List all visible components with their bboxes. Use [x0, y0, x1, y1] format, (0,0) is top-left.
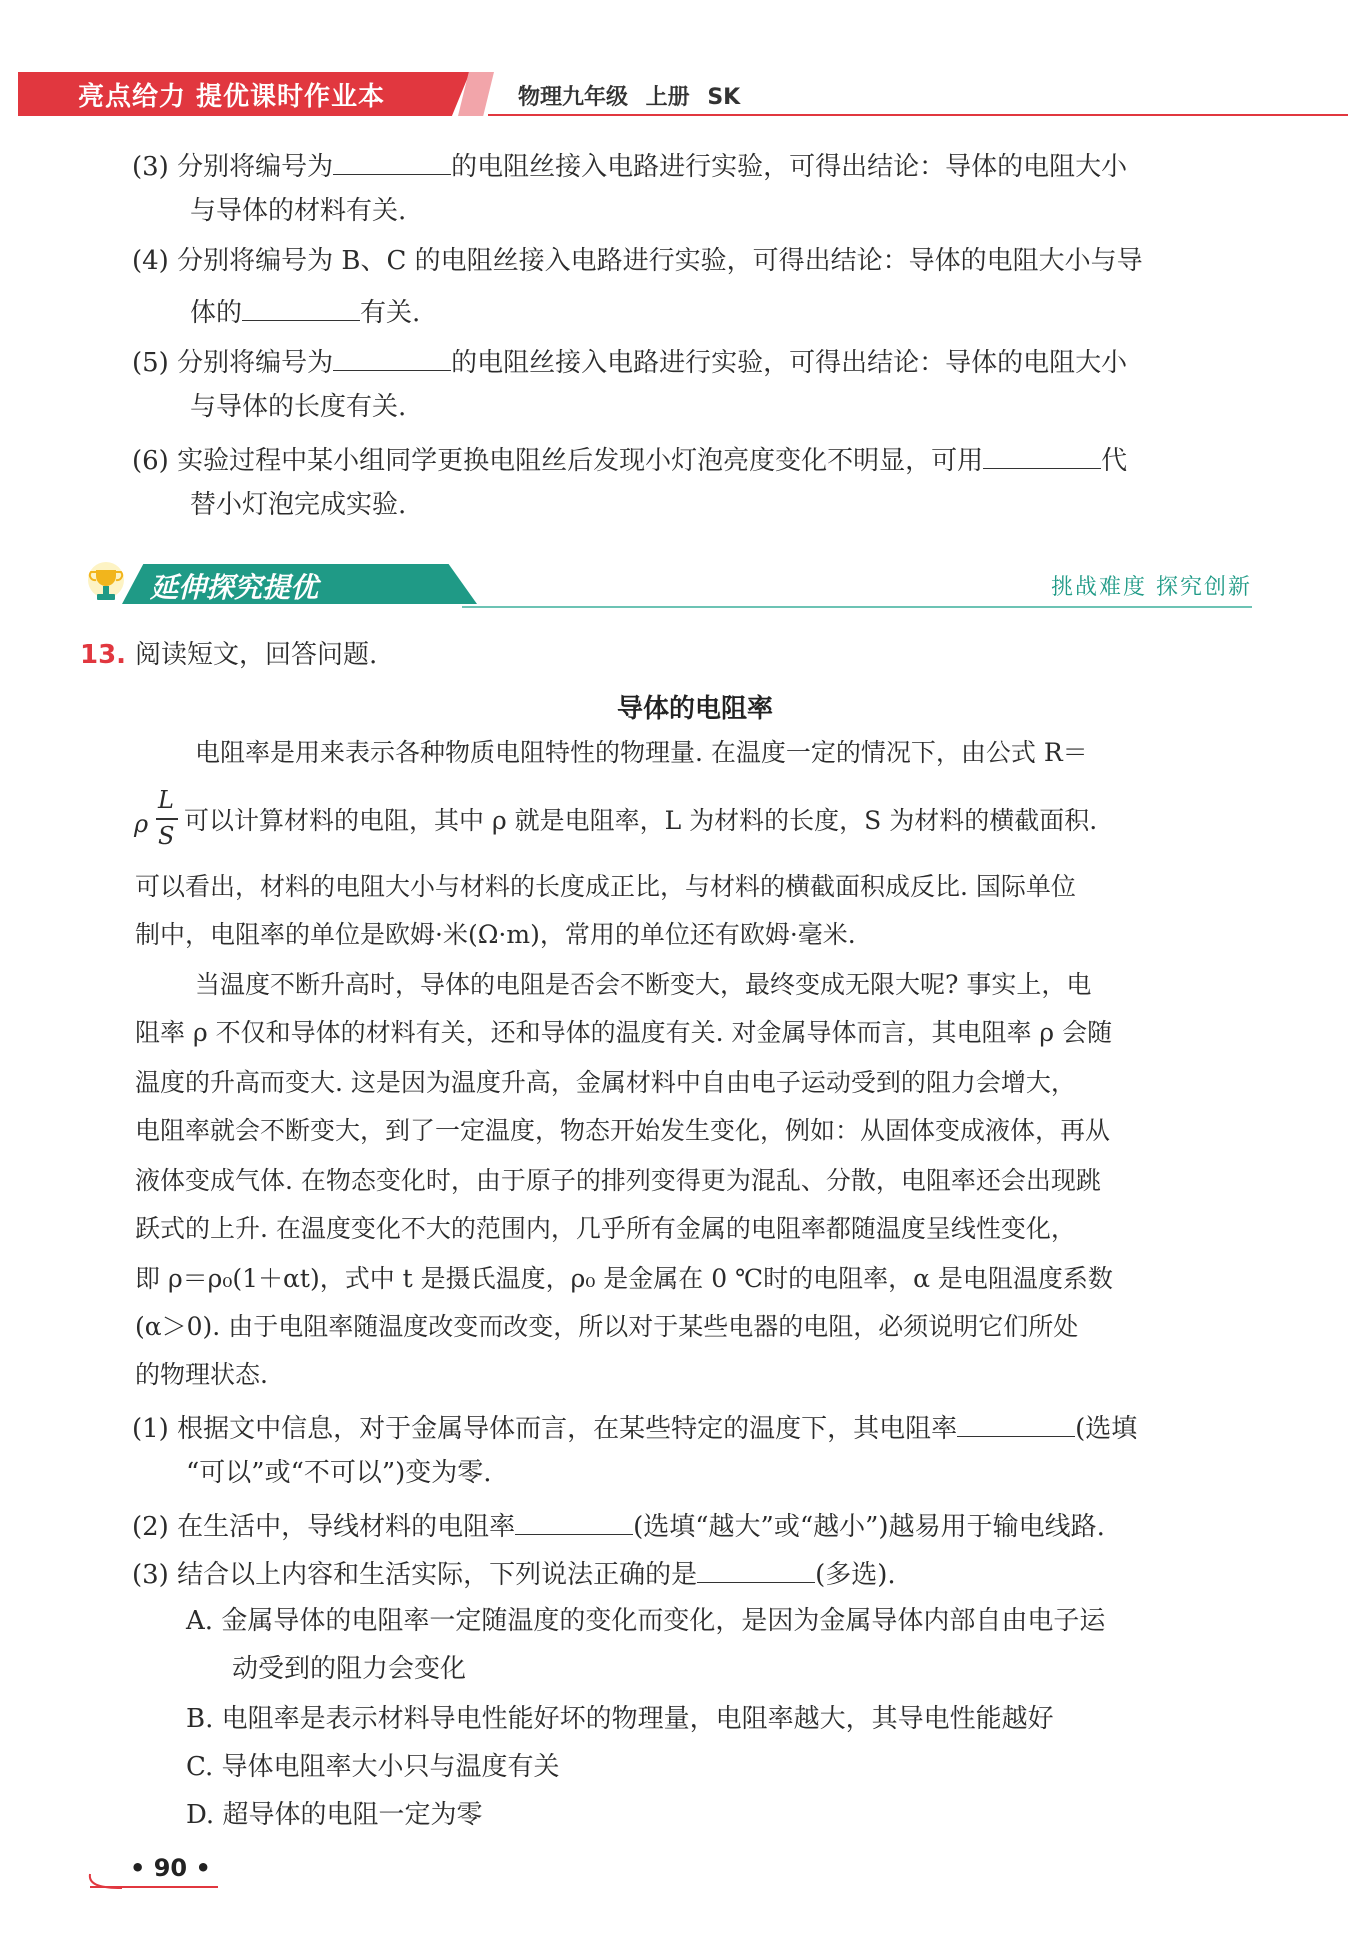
answer-blank[interactable]	[333, 342, 451, 371]
option-label: C.	[186, 1752, 214, 1782]
option-a-line1[interactable]	[186, 1604, 1105, 1638]
question-3-line1	[132, 146, 1127, 184]
formula-rho: ρ	[134, 810, 149, 838]
sub-question-2	[132, 1506, 1105, 1544]
question-number: (3)	[132, 152, 169, 182]
option-d[interactable]	[186, 1798, 482, 1832]
article-title: 导体的电阻率	[616, 694, 773, 724]
question-13-number: 13.	[80, 640, 127, 670]
article-p2-line7: 即 ρ＝ρ₀(1＋αt)，式中 t 是摄氏温度，ρ₀ 是金属在 0 ℃时的电阻率，α 是电阻温度系数	[135, 1264, 1113, 1293]
sub-question-1-line1	[132, 1408, 1137, 1446]
footer-rule	[90, 1886, 218, 1888]
article-p1-line2: 可以计算材料的电阻，其中 ρ 就是电阻率，L 为材料的长度，S 为材料的横截面积.	[184, 806, 1098, 835]
question-3-line2: 与导体的材料有关.	[190, 196, 407, 226]
article-p1-line3: 可以看出，材料的电阻大小与材料的长度成正比，与材料的横截面积成反比. 国际单位	[135, 872, 1076, 901]
formula-numerator: L	[158, 786, 174, 814]
option-text: 导体电阻率大小只与温度有关	[221, 1752, 560, 1782]
answer-blank[interactable]	[515, 1506, 633, 1535]
option-text: 电阻率是表示材料导电性能好坏的物理量，电阻率越大，其导电性能越好	[221, 1704, 1054, 1734]
answer-blank[interactable]	[697, 1554, 815, 1583]
question-text: 在生活中，导线材料的电阻率	[177, 1512, 516, 1542]
article-p2-line8: (α＞0). 由于电阻率随温度改变而改变，所以对于某些电器的电阻，必须说明它们所处	[135, 1312, 1079, 1341]
question-number: (4)	[132, 246, 169, 276]
question-6-line2: 替小灯泡完成实验.	[190, 490, 407, 520]
option-label: B.	[186, 1704, 214, 1734]
question-text: 根据文中信息，对于金属导体而言，在某些特定的温度下，其电阻率	[177, 1414, 958, 1444]
article-p2-line1: 当温度不断升高时，导体的电阻是否会不断变大，最终变成无限大呢? 事实上，电	[195, 970, 1092, 999]
question-text: (选填“越大”或“越小”)越易用于输电线路.	[633, 1512, 1105, 1542]
page-number: • 90 •	[130, 1854, 211, 1882]
question-text: 分别将编号为	[177, 348, 334, 378]
option-text: 金属导体的电阻率一定随温度的变化而变化，是因为金属导体内部自由电子运	[221, 1606, 1106, 1636]
article-p1-line1: 电阻率是用来表示各种物质电阻特性的物理量. 在温度一定的情况下，由公式 R＝	[195, 738, 1088, 767]
question-4-line2	[190, 292, 420, 330]
formula-denominator: S	[158, 822, 175, 850]
question-text: 分别将编号为 B、C 的电阻丝接入电路进行实验，可得出结论：导体的电阻大小与导	[177, 246, 1143, 276]
article-p1-line4: 制中，电阻率的单位是欧姆·米(Ω·m)，常用的单位还有欧姆·毫米.	[135, 920, 856, 949]
option-text: 超导体的电阻一定为零	[222, 1800, 483, 1830]
question-number: (5)	[132, 348, 169, 378]
question-number: (6)	[132, 446, 169, 476]
question-text: (选填	[1075, 1414, 1138, 1444]
answer-blank[interactable]	[242, 292, 360, 321]
question-text: 体的	[190, 298, 243, 328]
option-label: D.	[186, 1800, 215, 1830]
question-text: 的电阻丝接入电路进行实验，可得出结论：导体的电阻大小	[451, 348, 1128, 378]
section-rule	[462, 606, 1252, 608]
option-label: A.	[186, 1606, 214, 1636]
article-p2-line9: 的物理状态.	[135, 1360, 268, 1389]
question-number: (3)	[132, 1560, 169, 1590]
option-a-line2: 动受到的阻力会变化	[232, 1654, 467, 1684]
section-banner	[82, 560, 1252, 610]
question-text: 实验过程中某小组同学更换电阻丝后发现小灯泡亮度变化不明显，可用	[177, 446, 984, 476]
article-p2-line3: 温度的升高而变大. 这是因为温度升高，金属材料中自由电子运动受到的阻力会增大，	[135, 1068, 1076, 1097]
question-13-prompt: 阅读短文，回答问题.	[135, 640, 378, 670]
answer-blank[interactable]	[983, 440, 1101, 469]
section-subtitle: 挑战难度 探究创新	[1051, 575, 1252, 600]
option-c[interactable]	[186, 1750, 560, 1784]
question-text: 的电阻丝接入电路进行实验，可得出结论：导体的电阻大小	[451, 152, 1128, 182]
question-number: (2)	[132, 1512, 169, 1542]
header-bar	[18, 72, 1328, 116]
article-p2-line6: 跃式的上升. 在温度变化不大的范围内，几乎所有金属的电阻率都随温度呈线性变化，	[135, 1214, 1076, 1243]
question-5-line2: 与导体的长度有关.	[190, 392, 407, 422]
sub-question-3	[132, 1554, 896, 1592]
question-number: (1)	[132, 1414, 169, 1444]
option-b[interactable]	[186, 1702, 1054, 1736]
header-rule	[488, 114, 1348, 116]
question-text: 代	[1101, 446, 1128, 476]
question-text: 有关.	[360, 298, 421, 328]
question-5-line1	[132, 342, 1127, 380]
section-title: 延伸探究提优	[150, 571, 319, 604]
answer-blank[interactable]	[957, 1408, 1075, 1437]
book-info: 物理九年级 上册 SK	[518, 85, 741, 110]
sub-question-1-line2: “可以”或“不可以”)变为零.	[186, 1458, 492, 1488]
question-text: 结合以上内容和生活实际，下列说法正确的是	[177, 1560, 698, 1590]
question-text: 分别将编号为	[177, 152, 334, 182]
question-text: (多选).	[815, 1560, 896, 1590]
question-6-line1	[132, 440, 1127, 478]
article-p2-line4: 电阻率就会不断变大，到了一定温度，物态开始发生变化，例如：从固体变成液体，再从	[135, 1116, 1111, 1145]
series-title: 亮点给力 提优课时作业本	[78, 82, 386, 112]
article-p2-line2: 阻率 ρ 不仅和导体的材料有关，还和导体的温度有关. 对金属导体而言，其电阻率 ρ 会随	[135, 1018, 1113, 1047]
fraction-bar	[156, 818, 178, 820]
article-p2-line5: 液体变成气体. 在物态变化时，由于原子的排列变得更为混乱、分散，电阻率还会出现跳	[135, 1166, 1101, 1195]
answer-blank[interactable]	[333, 146, 451, 175]
question-4-line1	[132, 244, 1143, 278]
